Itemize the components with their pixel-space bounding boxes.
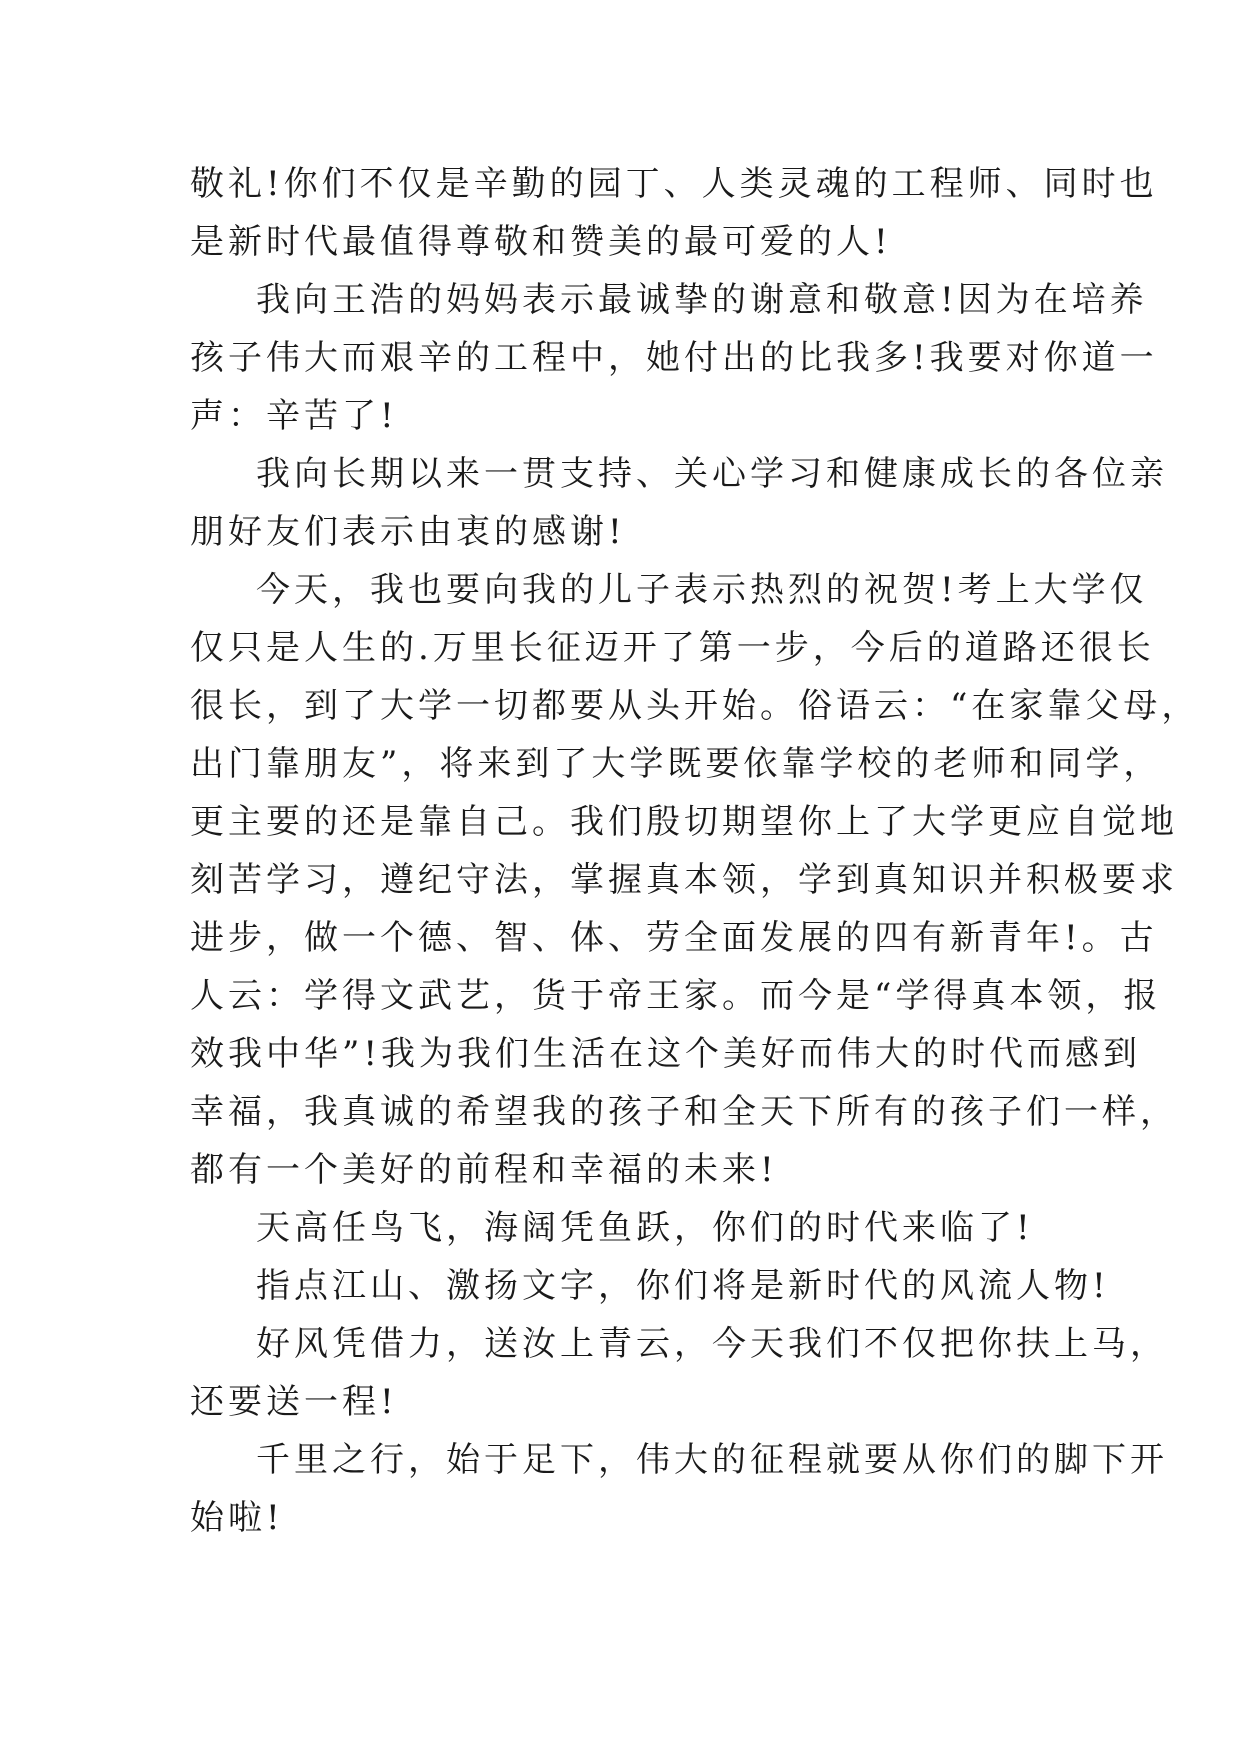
text-line: 效我中华”!我为我们生活在这个美好而伟大的时代而感到	[190, 1034, 1142, 1074]
document-body	[190, 155, 1200, 1547]
text-line: 很长，到了大学一切都要从头开始。俗语云：“在家靠父母，	[190, 686, 1200, 726]
text-line: 仅只是人生的.万里长征迈开了第一步，今后的道路还很长	[190, 628, 1155, 668]
text-line: 出门靠朋友”，将来到了大学既要依靠学校的老师和同学，	[190, 744, 1162, 784]
text-line: 更主要的还是靠自己。我们殷切期望你上了大学更应自觉地	[190, 802, 1178, 842]
text-line: 孩子伟大而艰辛的工程中，她付出的比我多!我要对你道一	[190, 338, 1158, 378]
text-line: 幸福，我真诚的希望我的孩子和全天下所有的孩子们一样，	[190, 1092, 1178, 1132]
text-line: 好风凭借力，送汝上青云，今天我们不仅把你扶上马，	[256, 1324, 1168, 1364]
text-line: 声：辛苦了!	[190, 396, 398, 436]
text-line: 我向王浩的妈妈表示最诚挚的谢意和敬意!因为在培养	[256, 280, 1148, 320]
text-line: 始啦!	[190, 1498, 284, 1538]
text-line: 我向长期以来一贯支持、关心学习和健康成长的各位亲	[256, 454, 1168, 494]
text-line: 敬礼!你们不仅是辛勤的园丁、人类灵魂的工程师、同时也	[190, 164, 1158, 204]
text-line: 进步，做一个德、智、体、劳全面发展的四有新青年!。古	[190, 918, 1158, 958]
text-line: 刻苦学习，遵纪守法，掌握真本领，学到真知识并积极要求	[190, 860, 1178, 900]
text-line: 千里之行，始于足下，伟大的征程就要从你们的脚下开	[256, 1440, 1168, 1480]
text-line: 人云：学得文武艺，货于帝王家。而今是“学得真本领，报	[190, 976, 1162, 1016]
text-line: 朋好友们表示由衷的感谢!	[190, 512, 626, 552]
text-line: 天高任鸟飞，海阔凭鱼跃，你们的时代来临了!	[256, 1208, 1034, 1248]
text-line: 还要送一程!	[190, 1382, 398, 1422]
text-line: 指点江山、激扬文字，你们将是新时代的风流人物!	[256, 1266, 1110, 1306]
text-line: 今天，我也要向我的儿子表示热烈的祝贺!考上大学仅	[256, 570, 1148, 610]
text-line: 是新时代最值得尊敬和赞美的最可爱的人!	[190, 222, 892, 262]
text-line: 都有一个美好的前程和幸福的未来!	[190, 1150, 778, 1190]
